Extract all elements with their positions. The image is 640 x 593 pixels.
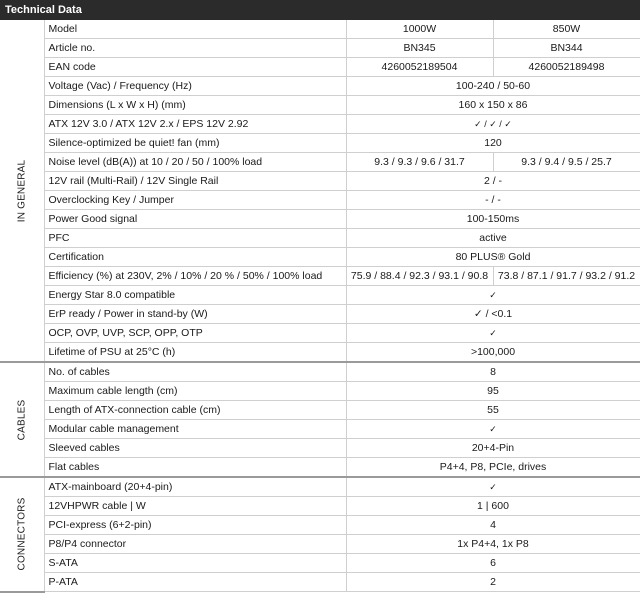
row-label: Overclocking Key / Jumper: [44, 191, 346, 210]
cell-1000w: 75.9 / 88.4 / 92.3 / 93.1 / 90.8: [346, 267, 493, 286]
check-icon: ✓ / ✓ / ✓: [346, 115, 640, 134]
check-icon: ✓: [346, 420, 640, 439]
cell-value: 8: [346, 362, 640, 382]
group-general: [0, 20, 44, 362]
cell-value: - / -: [346, 191, 640, 210]
cell-value: ✓ / <0.1: [346, 305, 640, 324]
table-row: [0, 20, 640, 39]
row-label: Voltage (Vac) / Frequency (Hz): [44, 77, 346, 96]
row-label: No. of cables: [44, 362, 346, 382]
table-row: [0, 458, 640, 478]
table-row: [0, 248, 640, 267]
check-icon: ✓: [346, 286, 640, 305]
row-label: OCP, OVP, UVP, SCP, OPP, OTP: [44, 324, 346, 343]
table-row: [0, 401, 640, 420]
cell-value: 1x P4+4, 1x P8: [346, 535, 640, 554]
group-label: CONNECTORS: [16, 497, 28, 571]
row-label: Energy Star 8.0 compatible: [44, 286, 346, 305]
table-row: [0, 58, 640, 77]
check-icon: ✓: [346, 324, 640, 343]
row-label: Lifetime of PSU at 25°C (h): [44, 343, 346, 363]
row-label: P-ATA: [44, 573, 346, 592]
table-row: [0, 267, 640, 286]
cell-value: 95: [346, 382, 640, 401]
cell-value: 80 PLUS® Gold: [346, 248, 640, 267]
table-row: [0, 362, 640, 382]
table-row: [0, 439, 640, 458]
table-row: [0, 96, 640, 115]
cell-value: 120: [346, 134, 640, 153]
row-label: Article no.: [44, 39, 346, 58]
cell-value: 2 / -: [346, 172, 640, 191]
row-label: ErP ready / Power in stand-by (W): [44, 305, 346, 324]
table-row: [0, 497, 640, 516]
row-label: Modular cable management: [44, 420, 346, 439]
cell-850w: BN344: [493, 39, 640, 58]
cell-1000w: 4260052189504: [346, 58, 493, 77]
row-label: Certification: [44, 248, 346, 267]
row-label: Model: [44, 20, 346, 39]
table-row: [0, 191, 640, 210]
group-label: CABLES: [16, 399, 28, 440]
table-row: [0, 420, 640, 439]
row-label: ATX-mainboard (20+4-pin): [44, 477, 346, 497]
group-label: IN GENERAL: [16, 159, 28, 222]
row-label: EAN code: [44, 58, 346, 77]
cell-1000w: BN345: [346, 39, 493, 58]
table-row: [0, 115, 640, 134]
row-label: Noise level (dB(A)) at 10 / 20 / 50 / 100% load: [44, 153, 346, 172]
cell-value: active: [346, 229, 640, 248]
check-icon: ✓: [346, 477, 640, 497]
cell-value: P4+4, P8, PCIe, drives: [346, 458, 640, 478]
cell-value: >100,000: [346, 343, 640, 363]
row-label: ATX 12V 3.0 / ATX 12V 2.x / EPS 12V 2.92: [44, 115, 346, 134]
row-label: Flat cables: [44, 458, 346, 478]
cell-value: 20+4-Pin: [346, 439, 640, 458]
cell-value: 160 x 150 x 86: [346, 96, 640, 115]
cell-850w: 850W: [493, 20, 640, 39]
cell-850w: 9.3 / 9.4 / 9.5 / 25.7: [493, 153, 640, 172]
row-label: Silence-optimized be quiet! fan (mm): [44, 134, 346, 153]
cell-value: 55: [346, 401, 640, 420]
group-cables: [0, 362, 44, 477]
cell-value: 1 | 600: [346, 497, 640, 516]
spec-table: [0, 20, 640, 593]
row-label: Length of ATX-connection cable (cm): [44, 401, 346, 420]
table-row: [0, 134, 640, 153]
table-row: [0, 210, 640, 229]
table-row: [0, 39, 640, 58]
group-connectors: [0, 477, 44, 592]
cell-value: 2: [346, 573, 640, 592]
cell-1000w: 1000W: [346, 20, 493, 39]
table-row: [0, 477, 640, 497]
row-label: P8/P4 connector: [44, 535, 346, 554]
row-label: Sleeved cables: [44, 439, 346, 458]
row-label: Dimensions (L x W x H) (mm): [44, 96, 346, 115]
table-row: [0, 516, 640, 535]
table-row: [0, 77, 640, 96]
table-row: [0, 343, 640, 363]
table-row: [0, 305, 640, 324]
row-label: 12V rail (Multi-Rail) / 12V Single Rail: [44, 172, 346, 191]
table-row: [0, 324, 640, 343]
table-row: [0, 535, 640, 554]
row-label: Maximum cable length (cm): [44, 382, 346, 401]
row-label: S-ATA: [44, 554, 346, 573]
row-label: Efficiency (%) at 230V, 2% / 10% / 20 % / 50% / 100% load: [44, 267, 346, 286]
table-row: [0, 229, 640, 248]
row-label: 12VHPWR cable | W: [44, 497, 346, 516]
cell-850w: 4260052189498: [493, 58, 640, 77]
table-row: [0, 554, 640, 573]
cell-value: 100-240 / 50-60: [346, 77, 640, 96]
cell-value: 4: [346, 516, 640, 535]
section-header: Technical Data: [0, 0, 640, 20]
cell-1000w: 9.3 / 9.3 / 9.6 / 31.7: [346, 153, 493, 172]
cell-value: 100-150ms: [346, 210, 640, 229]
cell-value: 6: [346, 554, 640, 573]
table-row: [0, 573, 640, 592]
row-label: PFC: [44, 229, 346, 248]
row-label: Power Good signal: [44, 210, 346, 229]
cell-850w: 73.8 / 87.1 / 91.7 / 93.2 / 91.2: [493, 267, 640, 286]
table-row: [0, 382, 640, 401]
row-label: PCI-express (6+2-pin): [44, 516, 346, 535]
table-row: [0, 153, 640, 172]
table-row: [0, 286, 640, 305]
table-row: [0, 172, 640, 191]
